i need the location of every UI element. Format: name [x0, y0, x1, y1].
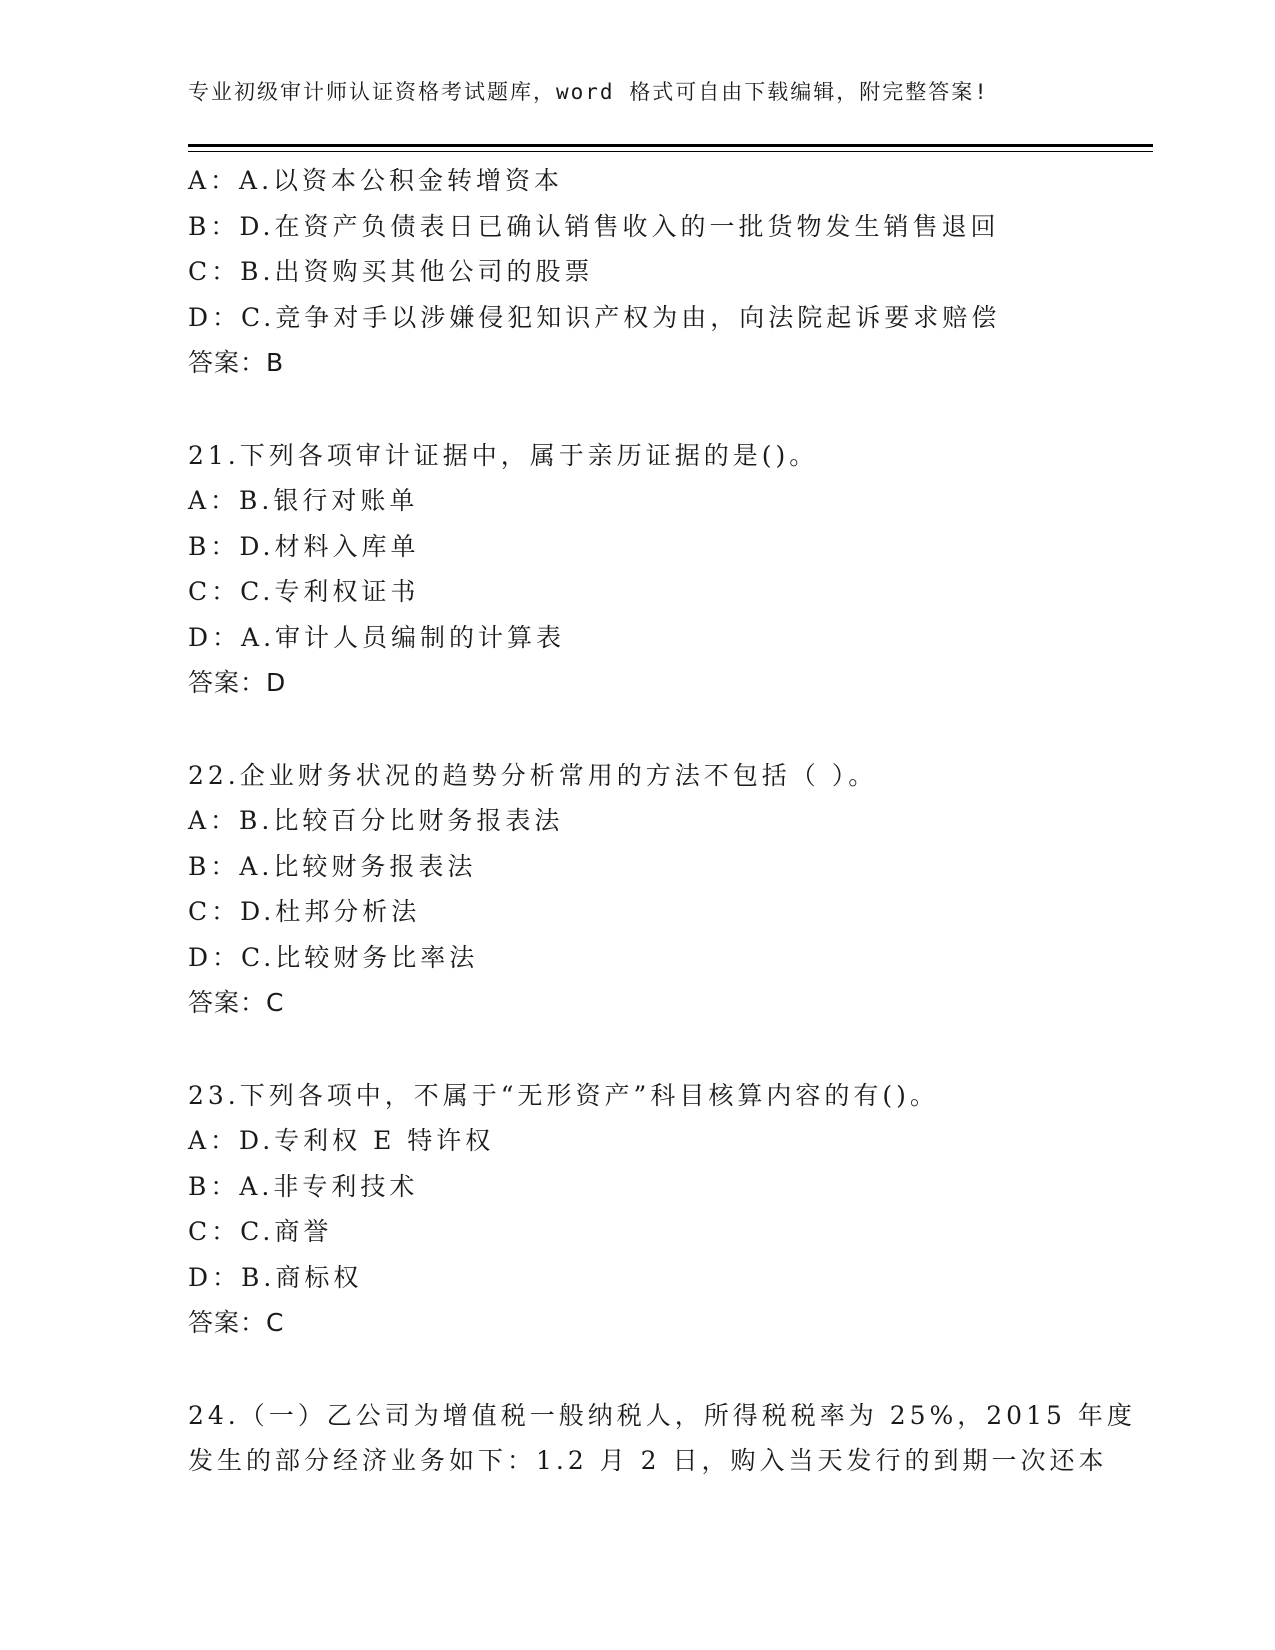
option-b: B：A.比较财务报表法 — [188, 851, 477, 881]
question-list — [188, 158, 1136, 1484]
question-text: 22.企业财务状况的趋势分析常用的方法不包括（ ）。 — [188, 760, 878, 790]
spacer — [188, 706, 1088, 753]
question-block-20 — [188, 158, 1088, 386]
answer-line: 答案：C — [188, 1308, 285, 1337]
option-c: C：D.杜邦分析法 — [188, 897, 421, 926]
header-rule-thick — [188, 144, 1153, 147]
question-text: 23.下列各项中，不属于“无形资产”科目核算内容的有()。 — [188, 1080, 939, 1110]
option-d: D：C.竞争对手以涉嫌侵犯知识产权为由，向法院起诉要求赔偿 — [188, 302, 1001, 332]
question-text: 21.下列各项审计证据中，属于亲历证据的是()。 — [188, 440, 819, 470]
spacer — [188, 1346, 1088, 1393]
spacer — [188, 1026, 1088, 1073]
question-block-24 — [188, 1393, 1136, 1484]
option-c: C：C.商誉 — [188, 1217, 333, 1246]
question-block-22 — [188, 753, 1088, 1026]
option-d: D：B.商标权 — [188, 1262, 363, 1292]
option-b: B：A.非专利技术 — [188, 1171, 419, 1201]
question-block-21 — [188, 433, 1088, 706]
option-d: D：A.审计人员编制的计算表 — [188, 622, 566, 652]
answer-line: 答案：C — [188, 988, 285, 1017]
question-text-line-1: 24.（一）乙公司为增值税一般纳税人，所得税税率为 25%，2015 年度 — [188, 1400, 1136, 1430]
option-b: B：D.材料入库单 — [188, 531, 420, 561]
answer-line: 答案：B — [188, 348, 285, 377]
option-a: A：B.比较百分比财务报表法 — [188, 806, 564, 835]
option-a: A：D.专利权 E 特许权 — [188, 1126, 495, 1155]
answer-line: 答案：D — [188, 668, 287, 697]
question-text-line-2: 发生的部分经济业务如下：1.2 月 2 日，购入当天发行的到期一次还本 — [188, 1446, 1108, 1475]
page-header: 专业初级审计师认证资格考试题库，word 格式可自由下载编辑，附完整答案! — [188, 80, 989, 104]
option-c: C：B.出资购买其他公司的股票 — [188, 257, 594, 286]
option-a: A：A.以资本公积金转增资本 — [188, 166, 564, 195]
question-block-23 — [188, 1073, 1088, 1346]
option-b: B：D.在资产负债表日已确认销售收入的一批货物发生销售退回 — [188, 211, 1000, 241]
spacer — [188, 386, 1088, 433]
option-c: C：C.专利权证书 — [188, 577, 420, 606]
header-rule-thin — [188, 151, 1153, 152]
option-d: D：C.比较财务比率法 — [188, 942, 479, 972]
option-a: A：B.银行对账单 — [188, 486, 419, 515]
